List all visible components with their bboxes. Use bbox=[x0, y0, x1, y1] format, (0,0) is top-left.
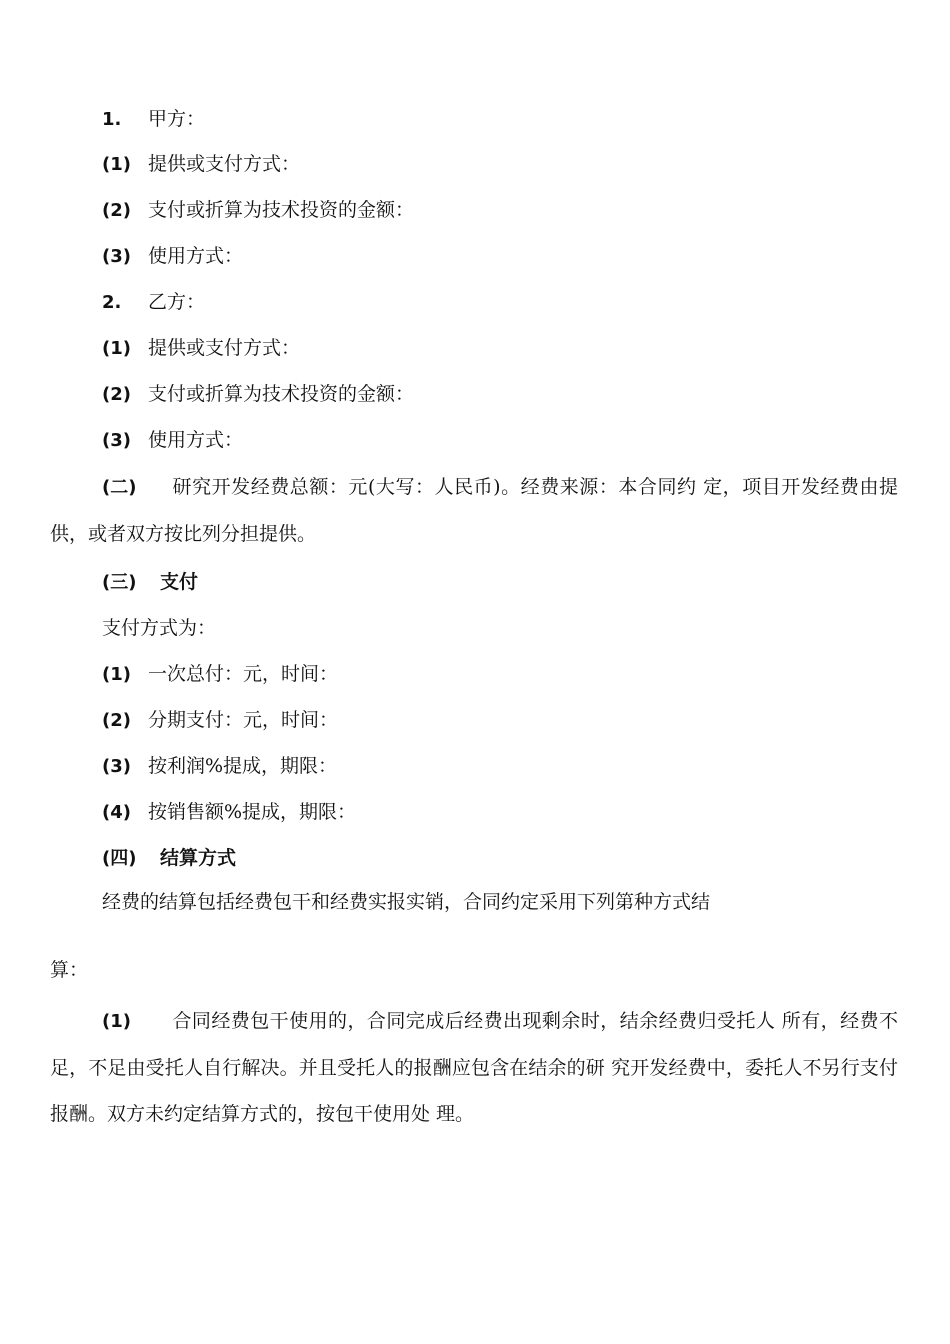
list-item bbox=[102, 753, 337, 780]
section-label: (三) bbox=[102, 572, 137, 593]
item-number: (2) bbox=[102, 384, 131, 405]
section-label: (四) bbox=[102, 848, 137, 869]
item-number: (4) bbox=[102, 802, 131, 823]
item-number: 1. bbox=[102, 109, 122, 130]
list-item bbox=[102, 335, 300, 362]
list-item bbox=[102, 661, 338, 688]
paragraph-text: 研究开发经费总额：元(大写：人民币)。经费来源：本合同约 定，项目开发经费由提供，或者双方按比列分担提供。 bbox=[50, 476, 898, 545]
party-a-heading bbox=[102, 106, 205, 133]
item-text: 按销售额%提成，期限： bbox=[148, 801, 357, 823]
section-four-heading bbox=[102, 845, 236, 872]
list-item bbox=[102, 799, 356, 826]
item-number: 2. bbox=[102, 292, 122, 313]
list-item bbox=[102, 381, 414, 408]
item-number: (1) bbox=[102, 338, 131, 359]
item-number: (2) bbox=[102, 200, 131, 221]
item-text: 一次总付：元，时间： bbox=[148, 663, 339, 685]
list-item bbox=[102, 243, 243, 270]
item-number: (3) bbox=[102, 430, 131, 451]
item-text: 甲方： bbox=[148, 108, 206, 130]
section-title: 结算方式 bbox=[160, 847, 237, 869]
item-text: 分期支付：元，时间： bbox=[148, 709, 339, 731]
settlement-intro: 经费的结算包括经费包干和经费实报实销，合同约定采用下列第种方式结 bbox=[102, 891, 711, 913]
item-number: (3) bbox=[102, 246, 131, 267]
section-label: (二) bbox=[102, 477, 137, 498]
item-text: 提供或支付方式： bbox=[148, 337, 301, 359]
item-number: (1) bbox=[102, 664, 131, 685]
section-three-heading bbox=[102, 569, 198, 596]
list-item bbox=[102, 707, 338, 734]
item-number: (1) bbox=[102, 1011, 131, 1032]
item-text: 使用方式： bbox=[148, 245, 244, 267]
item-number: (1) bbox=[102, 154, 131, 175]
item-number: (2) bbox=[102, 710, 131, 731]
item-number: (3) bbox=[102, 756, 131, 777]
list-item bbox=[102, 197, 414, 224]
item-text: 按利润%提成，期限： bbox=[148, 755, 338, 777]
item-text: 支付或折算为技术投资的金额： bbox=[148, 383, 415, 405]
list-item bbox=[102, 427, 243, 454]
settlement-item-1 bbox=[50, 998, 898, 1137]
party-b-heading bbox=[102, 289, 205, 316]
list-item bbox=[102, 151, 300, 178]
section-two-paragraph bbox=[50, 464, 898, 557]
settlement-intro-continued: 算： bbox=[50, 959, 89, 981]
item-text: 乙方： bbox=[148, 291, 206, 313]
item-text: 支付或折算为技术投资的金额： bbox=[148, 199, 415, 221]
paragraph-text: 合同经费包干使用的，合同完成后经费出现剩余时，结余经费归受托人 所有，经费不足，不足由受托人自行解决。并且受托人的报酬应包含在结余的研 究开发经费中，委托人不另行支付报酬。双方未约定结算方式的，按包干使用处 理。 bbox=[50, 1010, 898, 1125]
item-text: 提供或支付方式： bbox=[148, 153, 301, 175]
item-text: 使用方式： bbox=[148, 429, 244, 451]
payment-intro: 支付方式为： bbox=[102, 617, 217, 639]
section-title: 支付 bbox=[160, 571, 199, 593]
